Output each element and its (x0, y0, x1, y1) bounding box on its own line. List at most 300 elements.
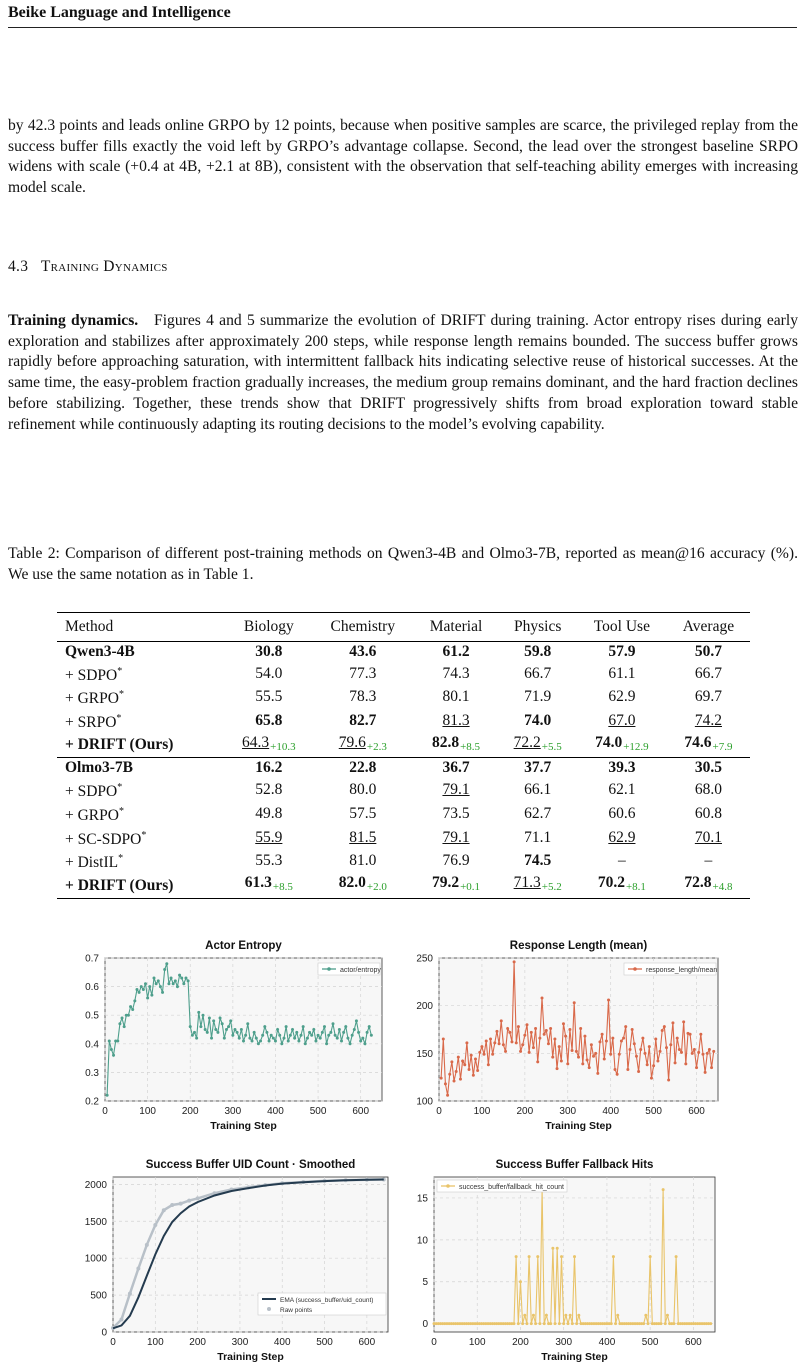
cell-value: 81.0 (349, 852, 377, 870)
table-cell (312, 733, 414, 758)
data-point (331, 1022, 334, 1025)
data-point (302, 1025, 305, 1028)
table-cell (498, 709, 577, 733)
y-tick-label: 1500 (84, 1216, 107, 1228)
data-point (586, 1059, 589, 1062)
cell-value: 81.3 (442, 712, 470, 730)
data-point (150, 994, 153, 997)
cell-value: 62.9 (608, 828, 636, 846)
x-tick-label: 0 (431, 1337, 437, 1348)
data-point (680, 1051, 683, 1054)
data-point (321, 1031, 324, 1034)
data-point (444, 1082, 447, 1085)
data-point (310, 1034, 313, 1037)
table-row (57, 662, 750, 686)
table-header-biology: Biology (226, 613, 312, 642)
cell-gain: +5.5 (541, 740, 562, 753)
data-point (650, 1077, 653, 1080)
data-point (491, 1053, 494, 1056)
data-point (646, 1322, 649, 1325)
data-point (131, 1008, 134, 1011)
data-point (336, 1037, 339, 1040)
cell-value: 66.7 (694, 664, 722, 682)
data-point (187, 979, 190, 982)
data-point (666, 1314, 669, 1317)
data-point (646, 1063, 649, 1066)
data-point (575, 1050, 578, 1053)
data-point (652, 1064, 655, 1067)
data-point (678, 1048, 681, 1051)
table-cell (667, 758, 750, 778)
cell-value: 74.0 (524, 712, 552, 730)
data-point (246, 1022, 249, 1025)
table-cell (498, 642, 577, 662)
data-point (701, 1053, 704, 1056)
data-point (568, 1028, 571, 1031)
y-tick-label: 200 (416, 1001, 433, 1013)
data-point (498, 1042, 501, 1045)
data-point (261, 1034, 264, 1037)
y-tick-label: 0.7 (85, 953, 99, 965)
y-tick-label: 0.2 (85, 1096, 99, 1108)
y-tick-label: 1000 (84, 1253, 107, 1265)
y-tick-label: 15 (416, 1193, 428, 1205)
data-point (461, 1059, 464, 1062)
chart-title: Actor Entropy (205, 940, 282, 952)
data-point (610, 1322, 613, 1325)
table-cell (498, 849, 577, 873)
cell-gain: +10.3 (270, 740, 296, 753)
data-point (308, 1031, 311, 1034)
data-point (448, 1073, 451, 1076)
table-cell (667, 733, 750, 758)
table-cell (226, 758, 312, 778)
table-cell (312, 826, 414, 850)
cell-value: 79.2 (431, 874, 460, 892)
table-cell (667, 709, 750, 733)
table-cell-method (57, 662, 226, 686)
table-group-row (57, 642, 750, 662)
data-point (697, 1051, 700, 1054)
x-axis-label: Training Step (541, 1351, 608, 1362)
table-cell (414, 873, 499, 898)
data-point (560, 1255, 563, 1258)
cell-value: 74.3 (442, 664, 470, 682)
data-point (135, 988, 138, 991)
cell-gain: +4.8 (712, 881, 733, 894)
data-point (259, 1039, 262, 1042)
data-point (639, 1048, 642, 1051)
data-point (178, 974, 181, 977)
table-cell (414, 826, 499, 850)
data-point (285, 1025, 288, 1028)
table-cell-method (57, 802, 226, 826)
data-point (187, 1199, 191, 1203)
data-point (613, 1068, 616, 1071)
data-point (153, 977, 156, 980)
cell-value: 73.5 (442, 804, 470, 822)
data-point (453, 1079, 456, 1082)
x-tick-label: 200 (189, 1337, 206, 1348)
data-point (248, 1037, 251, 1040)
data-point (609, 1053, 612, 1056)
x-tick-label: 300 (231, 1337, 249, 1348)
data-point (206, 1031, 209, 1034)
legend-marker (446, 1184, 450, 1188)
chart-success-buffer-fallback-hits (400, 1143, 735, 1362)
data-point (562, 1322, 565, 1325)
data-point (691, 1052, 694, 1055)
data-point (329, 1031, 332, 1034)
data-point (532, 1046, 535, 1049)
data-point (512, 1322, 515, 1325)
data-point (689, 1033, 692, 1036)
x-tick-label: 100 (146, 1337, 164, 1348)
method-label: + SDPO (65, 666, 118, 684)
data-point (596, 1072, 599, 1075)
data-point (282, 1037, 285, 1040)
paragraph-lead: Training dynamics. (8, 312, 139, 329)
table-row (57, 685, 750, 709)
data-point (163, 968, 166, 971)
data-point (351, 1034, 354, 1037)
cell-value: 74.0 (595, 733, 623, 751)
table-cell-method (57, 642, 226, 662)
method-asterisk: * (116, 713, 122, 725)
data-point (543, 1033, 546, 1036)
method-label: + DRIFT (Ours) (65, 736, 174, 754)
cell-value: 62.1 (608, 781, 636, 799)
data-point (342, 1031, 345, 1034)
table-cell (577, 709, 667, 733)
cell-value: – (704, 852, 713, 870)
table-cell-method (57, 758, 226, 778)
x-axis-label: Training Step (217, 1351, 284, 1362)
data-point (144, 982, 147, 985)
cell-value: 71.3 (513, 874, 541, 892)
table-cell (312, 642, 414, 662)
data-point (155, 982, 158, 985)
data-point (556, 1247, 559, 1250)
table-cell (226, 642, 312, 662)
cell-value: 43.6 (349, 643, 377, 660)
data-point (199, 1025, 202, 1028)
cell-gain: +5.2 (541, 881, 562, 894)
x-tick-label: 100 (473, 1106, 491, 1117)
table-header-average: Average (667, 613, 750, 642)
cell-value: 72.8 (684, 874, 712, 892)
table-cell (414, 642, 499, 662)
cell-value: 74.5 (524, 852, 552, 870)
data-point (319, 1037, 322, 1040)
data-point (554, 1322, 557, 1325)
cell-value: 82.8 (431, 733, 460, 751)
table-row (57, 849, 750, 873)
data-point (442, 1038, 445, 1041)
data-point (162, 1208, 166, 1212)
data-point (231, 1034, 234, 1037)
data-point (487, 1063, 490, 1066)
data-point (708, 1048, 711, 1051)
table-cell (312, 802, 414, 826)
y-tick-label: 100 (416, 1096, 433, 1108)
data-point (483, 1053, 486, 1056)
chart-actor-entropy (60, 925, 395, 1132)
y-tick-label: 10 (416, 1235, 428, 1247)
data-point (661, 1029, 664, 1032)
table-cell (577, 662, 667, 686)
data-point (146, 997, 149, 1000)
data-point (476, 1069, 479, 1072)
data-point (325, 1042, 328, 1045)
data-point (637, 1070, 640, 1073)
data-point (616, 1073, 619, 1076)
y-tick-label: 0 (101, 1327, 107, 1339)
table-cell (312, 849, 414, 873)
data-point (560, 1059, 563, 1062)
y-tick-label: 250 (416, 953, 433, 965)
paragraph-results: by 42.3 points and leads online GRPO by 12 points, because when positive samples are scarce, the privileged replay from the success buffer fills exactly the void left by GRPO’s advantage collapse. Second, the lead over the strongest baseline SRPO widens with scale (+0.4 at 4B, +2.1 at 8B), consistent with the observation that self-teaching ability emerges with increasing model scale. (8, 117, 798, 197)
data-point (361, 1037, 364, 1040)
data-point (238, 1037, 241, 1040)
x-tick-label: 500 (309, 1106, 327, 1117)
data-point (353, 1028, 356, 1031)
data-point (204, 1028, 207, 1031)
table-row (57, 733, 750, 758)
data-point (671, 1021, 674, 1024)
method-asterisk: * (141, 829, 147, 841)
data-point (287, 1039, 290, 1042)
table-cell-method (57, 849, 226, 873)
cell-value: 61.2 (442, 643, 470, 660)
x-tick-label: 600 (352, 1106, 370, 1117)
data-point (699, 1033, 702, 1036)
chart-response-length (400, 925, 735, 1132)
data-point (472, 1074, 475, 1077)
cell-value: 55.9 (255, 828, 283, 846)
x-tick-label: 600 (358, 1337, 376, 1348)
data-point (614, 1322, 617, 1325)
data-point (119, 1317, 123, 1321)
data-point (278, 1034, 281, 1037)
data-point (280, 1042, 283, 1045)
data-point (534, 1322, 537, 1325)
table-header-physics: Physics (498, 613, 577, 642)
table-cell-method (57, 778, 226, 802)
data-point (519, 1050, 522, 1053)
data-point (517, 1322, 520, 1325)
table-caption: Table 2: Comparison of different post-training methods on Qwen3-4B and Olmo3-7B, reported as mean@16 accuracy (%). We use the same notation as in Table 1. (8, 545, 798, 583)
section-number: 4.3 (8, 258, 29, 275)
x-tick-label: 0 (102, 1106, 108, 1117)
data-point (629, 1048, 632, 1051)
data-point (145, 1243, 149, 1247)
data-point (551, 1247, 554, 1250)
table-cell (414, 709, 499, 733)
data-point (474, 1058, 477, 1061)
data-point (577, 1314, 580, 1317)
cell-gain: +0.1 (460, 881, 481, 894)
table-header-method: Method (57, 613, 226, 642)
data-point (605, 1039, 608, 1042)
section-title: Training Dynamics (40, 258, 168, 275)
data-point (148, 985, 151, 988)
table-row (57, 709, 750, 733)
data-point (478, 1051, 481, 1054)
table-cell (667, 778, 750, 802)
data-point (644, 1052, 647, 1055)
legend-marker (267, 1307, 271, 1311)
data-point (631, 1028, 634, 1031)
method-asterisk: * (117, 782, 123, 794)
data-point (515, 1255, 518, 1258)
cell-value: 66.7 (524, 664, 552, 682)
data-point (654, 1038, 657, 1041)
table-cell (414, 849, 499, 873)
method-label: + SRPO (65, 714, 117, 732)
data-point (519, 1280, 522, 1283)
cell-value: 80.0 (349, 781, 377, 799)
cell-value: 55.5 (255, 688, 283, 706)
table-cell (414, 802, 499, 826)
legend-label: response_length/mean (646, 967, 718, 974)
table-cell (226, 685, 312, 709)
data-point (197, 1011, 200, 1014)
data-point (170, 1203, 174, 1207)
data-point (110, 1048, 113, 1051)
data-point (463, 1063, 466, 1066)
x-tick-label: 0 (110, 1337, 116, 1348)
data-point (603, 1058, 606, 1061)
data-point (191, 1034, 194, 1037)
data-point (556, 1067, 559, 1070)
data-point (592, 1055, 595, 1058)
data-point (233, 1028, 236, 1031)
cell-value: 39.3 (608, 759, 636, 777)
cell-value: – (618, 852, 626, 870)
method-asterisk: * (118, 853, 124, 865)
data-point (538, 1037, 541, 1040)
data-point (549, 1322, 552, 1325)
data-point (641, 1037, 644, 1040)
data-point (289, 1034, 292, 1037)
cell-value: 57.9 (608, 643, 636, 660)
data-point (562, 1022, 565, 1025)
data-point (142, 988, 145, 991)
table-row (57, 802, 750, 826)
table-cell (498, 802, 577, 826)
data-point (674, 1061, 677, 1064)
table-cell (577, 802, 667, 826)
table-cell (667, 802, 750, 826)
data-point (523, 1034, 526, 1037)
x-tick-label: 300 (559, 1106, 577, 1117)
data-point (543, 1322, 546, 1325)
x-tick-label: 300 (555, 1337, 573, 1348)
cell-value: 37.7 (524, 759, 552, 777)
table-cell (226, 778, 312, 802)
data-point (513, 960, 516, 963)
chart-success-buffer-uid-count (60, 1143, 395, 1362)
table-row (57, 778, 750, 802)
data-point (620, 1039, 623, 1042)
table-cell (498, 873, 577, 898)
cell-value: 66.1 (524, 781, 552, 799)
data-point (180, 977, 183, 980)
chart-title: Success Buffer Fallback Hits (495, 1159, 654, 1171)
data-point (216, 1031, 219, 1034)
data-point (536, 1255, 539, 1258)
paragraph-body: Figures 4 and 5 summarize the evolution of DRIFT during training. Actor entropy rises during early exploration and stabilizes after approximately 200 steps, while response length remains bounded. The success buffer grows rapidly before approaching saturation, with intermittent fallback hits indicating selective reuse of historical successes. At the same time, the easy-problem fraction gradually increases, the medium group remains dominant, and the hard fraction declines before stabilizing. Together, these trends show that DRIFT progressively shifts from broad exploration toward stable refinement while continuously adapting its routing decisions to the model’s evolving capability. (8, 312, 798, 433)
data-point (659, 1050, 662, 1053)
data-point (338, 1028, 341, 1031)
cell-value: 69.7 (694, 688, 722, 706)
data-point (459, 1078, 462, 1081)
table-cell (667, 685, 750, 709)
x-tick-label: 400 (273, 1337, 291, 1348)
cell-value: 78.3 (349, 688, 377, 706)
data-point (291, 1028, 294, 1031)
table-cell (667, 642, 750, 662)
data-point (506, 1027, 509, 1030)
cell-value: 74.2 (694, 712, 722, 730)
data-point (225, 1028, 228, 1031)
cell-value: 72.2 (513, 733, 541, 751)
legend-marker (633, 967, 637, 971)
data-point (521, 1322, 524, 1325)
data-point (530, 1322, 533, 1325)
data-point (622, 1037, 625, 1040)
data-point (493, 1041, 496, 1044)
cell-value: 16.2 (255, 759, 283, 777)
table-cell (312, 873, 414, 898)
data-point (693, 1048, 696, 1051)
data-point (534, 1027, 537, 1030)
data-point (455, 1070, 458, 1073)
y-tick-label: 5 (422, 1277, 428, 1289)
data-point (293, 1037, 296, 1040)
data-point (528, 1255, 531, 1258)
data-point (644, 1314, 647, 1317)
chart-title: Response Length (mean) (509, 940, 648, 952)
cell-value: 61.3 (244, 874, 272, 892)
data-point (202, 1014, 205, 1017)
data-point (465, 1041, 468, 1044)
data-point (558, 1322, 561, 1325)
table-cell (226, 662, 312, 686)
data-point (468, 1068, 471, 1071)
x-tick-label: 400 (267, 1106, 284, 1117)
table-cell (226, 802, 312, 826)
data-point (140, 985, 143, 988)
table-cell (414, 662, 499, 686)
table-cell-method (57, 685, 226, 709)
data-point (649, 1255, 652, 1258)
data-point (357, 1031, 360, 1034)
table-header-row (57, 613, 750, 642)
data-point (272, 1037, 275, 1040)
legend-label: actor/entropy (340, 967, 381, 974)
cell-gain: +7.9 (712, 740, 733, 753)
data-point (571, 1322, 574, 1325)
x-tick-label: 500 (645, 1106, 662, 1117)
table-cell (577, 778, 667, 802)
data-point (297, 1039, 300, 1042)
data-point (253, 1031, 256, 1034)
table-cell (226, 733, 312, 758)
data-point (598, 1040, 601, 1043)
table-cell-method (57, 826, 226, 850)
